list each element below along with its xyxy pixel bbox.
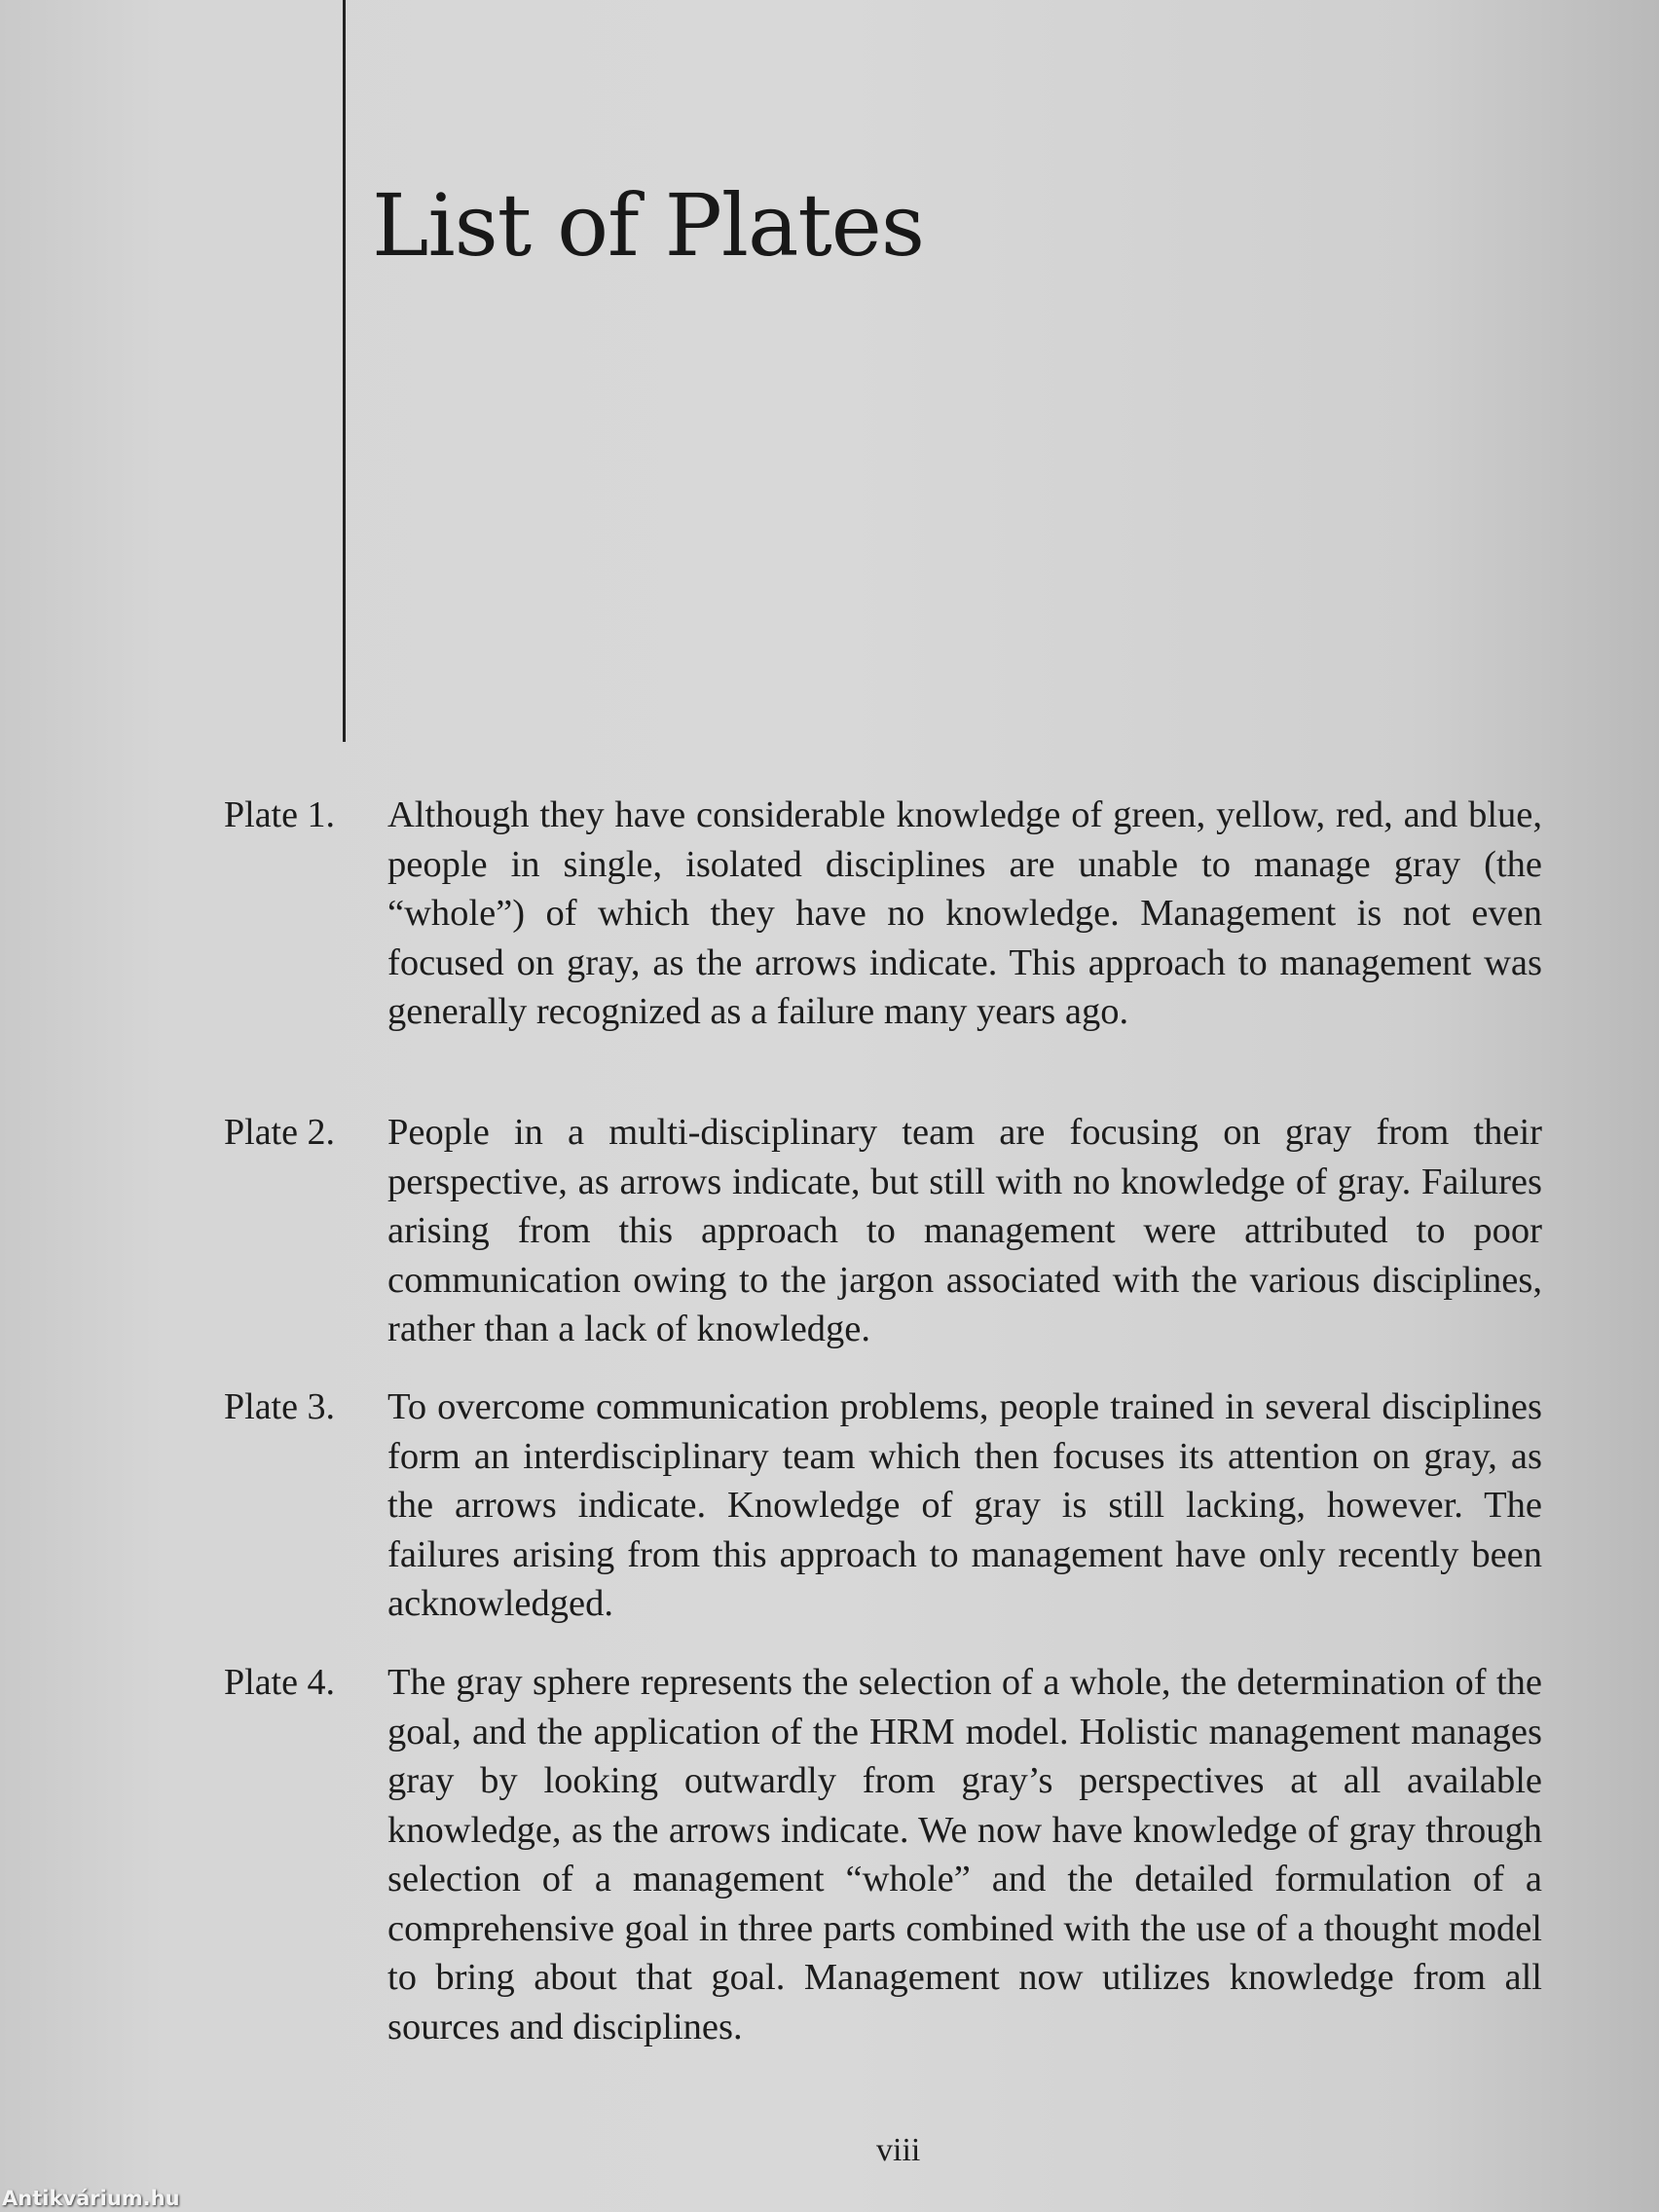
plate-label: Plate 2. <box>224 1112 335 1153</box>
page-title: List of Plates <box>372 175 925 276</box>
plate-caption: The gray sphere represents the selection of a whole, the determination of the goal, and the application of the HRM model. Holistic management manages gray by looking outwardly from gray’s perspectives at all available knowledge, as the arrows indicate. We now have knowledge of gray through selection of a management “whole” and the detailed formulation of a comprehensive goal in three parts combined with the use of a thought model to bring about that goal. Management now utilizes knowledge from all sources and disciplines. <box>387 1662 1542 2047</box>
page-number: viii <box>876 2132 921 2168</box>
plate-entry-4 <box>224 1658 1548 2051</box>
plate-label: Plate 3. <box>224 1386 335 1427</box>
plate-caption: Although they have considerable knowledge of green, yellow, red, and blue, people in single, isolated disciplines are unable to manage gray (the “whole”) of which they have no knowledge. Management is not even focused on gray, as the arrows indicate. This approach to management was generally recognized as a failure many years ago. <box>387 794 1542 1032</box>
plate-caption: People in a multi-disciplinary team are focusing on gray from their perspective, as arrows indicate, but still with no knowledge of gray. Failures arising from this approach to management were attributed to poor communication owing to the jargon associated with the various disciplines, rather than a lack of knowledge. <box>387 1112 1542 1349</box>
plate-entry-3 <box>224 1382 1548 1629</box>
plate-entry-1 <box>224 791 1548 1037</box>
plate-entry-2 <box>224 1108 1548 1354</box>
plate-label: Plate 4. <box>224 1662 335 1703</box>
plate-caption: To overcome communication problems, people trained in several disciplines form an interdisciplinary team which then focuses its attention on gray, as the arrows indicate. Knowledge of gray is still lacking, however. The failures arising from this approach to management have only recently been acknowledged. <box>387 1386 1542 1624</box>
watermark: Antikvárium.hu <box>2 2187 180 2210</box>
plate-label: Plate 1. <box>224 794 335 835</box>
vertical-rule <box>343 0 346 742</box>
